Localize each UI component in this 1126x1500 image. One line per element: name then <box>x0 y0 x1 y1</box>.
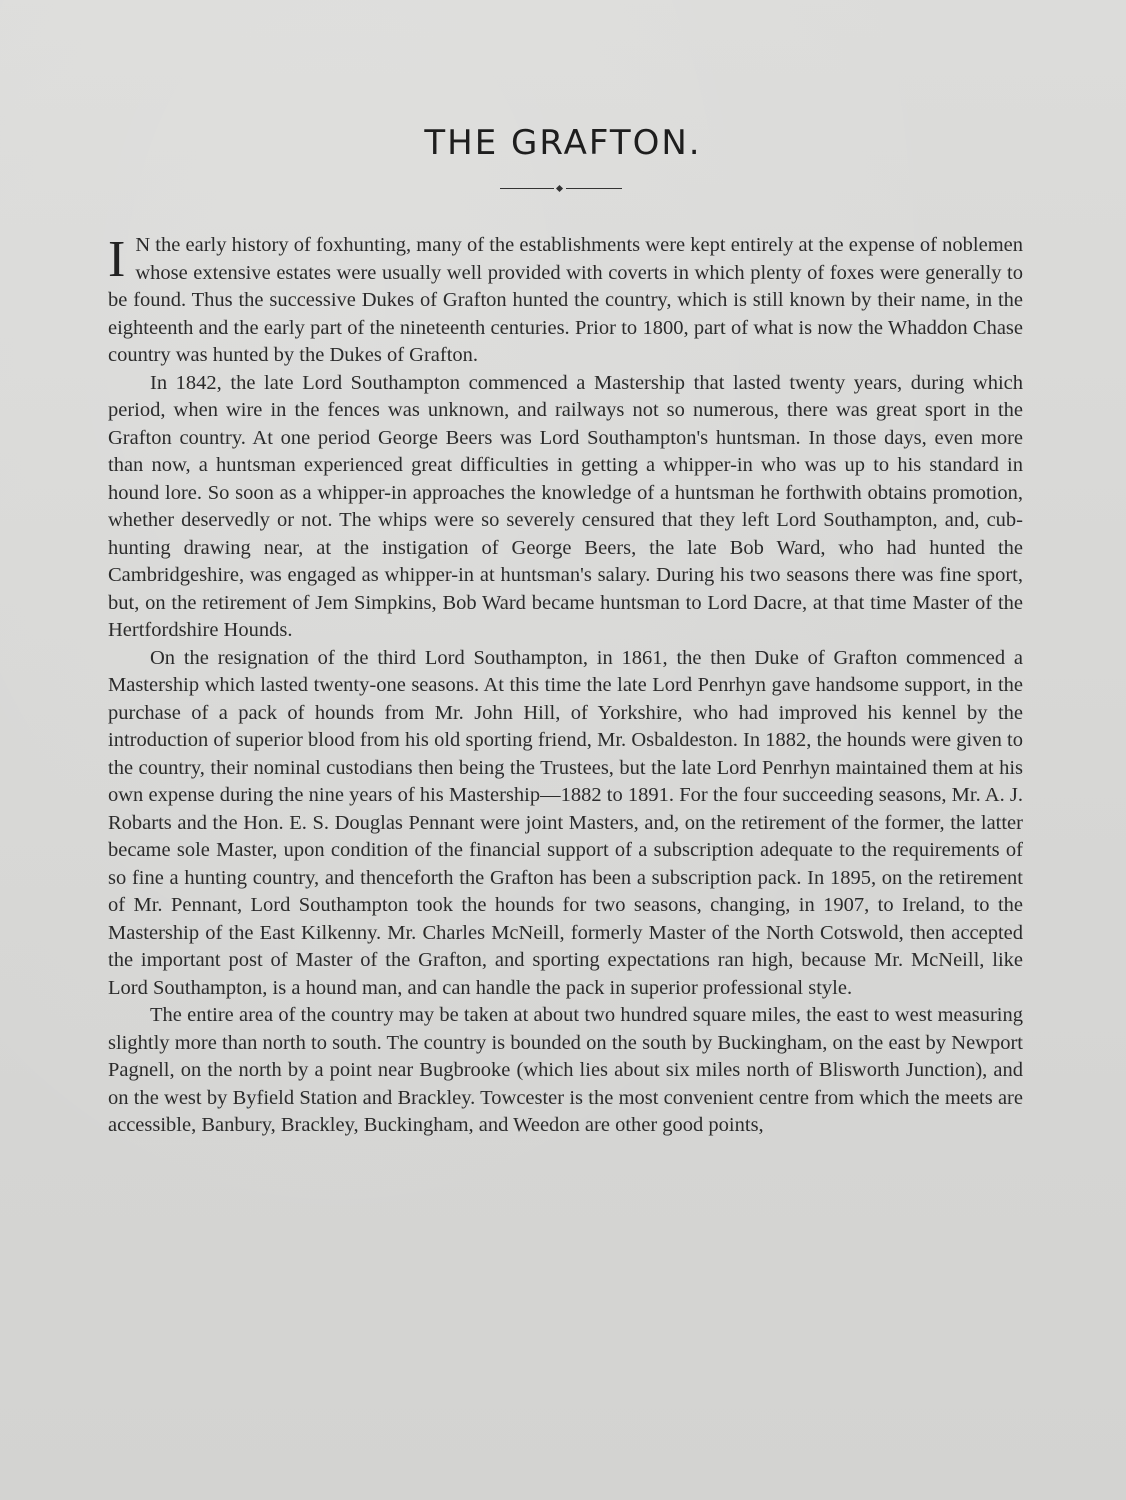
drop-cap: I <box>108 231 126 288</box>
title-ornament <box>500 186 622 192</box>
ornament-rule-right <box>566 188 622 189</box>
paragraph-1-text: N the early history of foxhunting, many of the establishments were kept entirely at the expense of noblemen whose extensive estates were usually well provided with coverts in which plenty of foxes were generally to be found. Thus the successive Dukes of Grafton hunted the country, which is still known by their name, in the eighteenth and the early part of the nineteenth centuries. Prior to 1800, part of what is now the Whaddon Chase country was hunted by the Dukes of Grafton. <box>108 234 1023 366</box>
ornament-diamond-icon <box>556 185 563 192</box>
body-text <box>108 232 1023 1140</box>
paragraph-1 <box>108 232 1023 370</box>
page-title: THE GRAFTON. <box>424 122 702 163</box>
ornament-rule-left <box>500 188 554 189</box>
paragraph-2: In 1842, the late Lord Southampton commenced a Mastership that lasted twenty years, during which period, when wire in the fences was unknown, and railways not so numerous, there was great sport in the Grafton country. At one period George Beers was Lord Southampton's huntsman. In those days, even more than now, a huntsman experienced great difficulties in getting a whipper-in who was up to his standard in hound lore. So soon as a whipper-in approaches the knowledge of a huntsman he forthwith obtains promotion, whether deservedly or not. The whips were so severely censured that they left Lord Southampton, and, cub-hunting drawing near, at the instigation of George Beers, the late Bob Ward, who had hunted the Cambridgeshire, was engaged as whipper-in at huntsman's salary. During his two seasons there was fine sport, but, on the retirement of Jem Simpkins, Bob Ward became huntsman to Lord Dacre, at that time Master of the Hertfordshire Hounds. <box>108 371 1023 641</box>
paragraph-4: The entire area of the country may be taken at about two hundred square miles, the east to west measuring slightly more than north to south. The country is bounded on the south by Buckingham, on the east by Newport Pagnell, on the north by a point near Bugbrooke (which lies about six miles north of Blisworth Junction), and on the west by Byfield Station and Brackley. Towcester is the most convenient centre from which the meets are accessible, Banbury, Brackley, Buckingham, and Weedon are other good points, <box>108 1004 1023 1136</box>
paragraph-3: On the resignation of the third Lord Southampton, in 1861, the then Duke of Grafton commenced a Mastership which lasted twenty-one seasons. At this time the late Lord Penrhyn gave handsome support, in the purchase of a pack of hounds from Mr. John Hill, of Yorkshire, who had improved his kennel by the introduction of superior blood from his old sporting friend, Mr. Osbaldeston. In 1882, the hounds were given to the country, their nominal custodians then being the Trustees, but the late Lord Penrhyn maintained them at his own expense during the nine years of his Mastership—1882 to 1891. For the four succeeding seasons, Mr. A. J. Robarts and the Hon. E. S. Douglas Pennant were joint Masters, and, on the retirement of the former, the latter became sole Master, upon condition of the financial support of a subscription adequate to the requirements of so fine a hunting country, and thenceforth the Grafton has been a subscription pack. In 1895, on the retirement of Mr. Pennant, Lord Southampton took the hounds for two seasons, changing, in 1907, to Ireland, to the Mastership of the East Kilkenny. Mr. Charles McNeill, formerly Master of the North Cotswold, then accepted the important post of Master of the Grafton, and sporting expectations ran high, because Mr. McNeill, like Lord Southampton, is a hound man, and can handle the pack in superior professional style. <box>108 646 1023 999</box>
